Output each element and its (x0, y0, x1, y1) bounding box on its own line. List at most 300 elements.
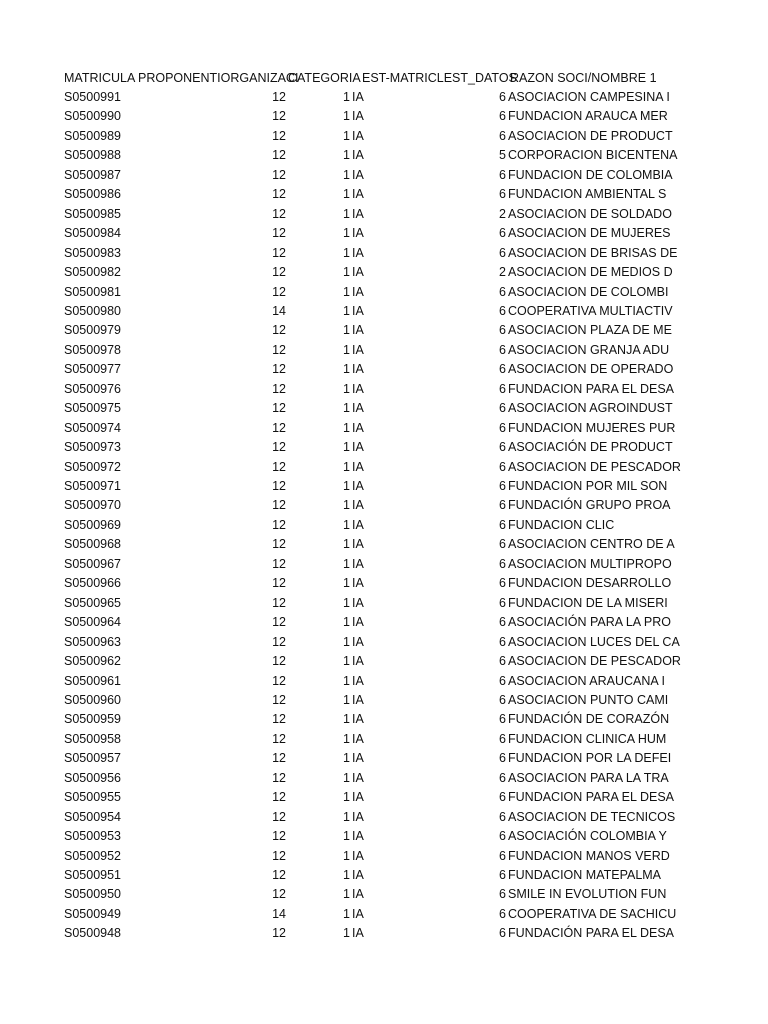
table-row (0, 847, 768, 866)
cell-organizacion: 1 (343, 401, 350, 416)
cell-organizacion: 1 (343, 517, 350, 532)
table-row (0, 574, 768, 593)
table-row (0, 380, 768, 399)
cell-organizacion: 1 (343, 770, 350, 785)
cell-organizacion: 1 (343, 284, 350, 299)
table-row (0, 924, 768, 943)
cell-razon-social: FUNDACION DE LA MISERI (508, 595, 668, 610)
cell-est-datos: 6 (499, 809, 506, 824)
cell-organizacion: 1 (343, 245, 350, 260)
cell-razon-social: ASOCIACION CENTRO DE A (508, 537, 675, 552)
table-row (0, 691, 768, 710)
cell-proponente: 12 (272, 265, 286, 280)
cell-razon-social: COOPERATIVA MULTIACTIV (508, 303, 673, 318)
table-row (0, 244, 768, 263)
cell-razon-social: SMILE IN EVOLUTION FUN (508, 887, 667, 902)
cell-razon-social: ASOCIACION PUNTO CAMI (508, 692, 669, 707)
cell-proponente: 12 (272, 148, 286, 163)
table-row (0, 166, 768, 185)
table-row (0, 399, 768, 418)
cell-est-datos: 6 (499, 692, 506, 707)
cell-razon-social: FUNDACION MATEPALMA (508, 868, 662, 882)
cell-proponente: 12 (272, 712, 286, 727)
cell-proponente: 12 (272, 848, 286, 863)
table-row (0, 594, 768, 613)
cell-est-datos: 6 (499, 440, 506, 455)
cell-proponente: 12 (272, 692, 286, 707)
cell-categoria: IA (352, 673, 364, 688)
cell-est-datos: 6 (499, 731, 506, 746)
cell-categoria: IA (352, 809, 364, 824)
cell-est-datos: 6 (499, 187, 506, 202)
header-est-datos: EST-MATRICLEST_DATOS (362, 70, 517, 85)
cell-matricula: S0500951 (64, 868, 122, 882)
cell-categoria: IA (352, 226, 364, 241)
cell-organizacion: 1 (343, 829, 350, 844)
cell-organizacion: 1 (343, 556, 350, 571)
cell-organizacion: 1 (343, 128, 350, 143)
cell-matricula: S0500949 (64, 906, 122, 921)
cell-organizacion: 1 (343, 595, 350, 610)
cell-organizacion: 1 (343, 148, 350, 163)
cell-categoria: IA (352, 362, 364, 377)
cell-matricula: S0500955 (64, 790, 122, 805)
cell-est-datos: 6 (499, 595, 506, 610)
cell-matricula: S0500962 (64, 654, 122, 669)
cell-est-datos: 6 (499, 128, 506, 143)
cell-organizacion: 1 (343, 926, 350, 941)
cell-est-datos: 6 (499, 284, 506, 299)
cell-proponente: 12 (272, 167, 286, 182)
cell-categoria: IA (352, 498, 364, 513)
cell-categoria: IA (352, 654, 364, 669)
cell-razon-social: ASOCIACION DE TECNICOS (508, 809, 676, 824)
header-categoria: CATEGORIA (288, 70, 361, 85)
table-row (0, 205, 768, 224)
cell-proponente: 12 (272, 440, 286, 455)
cell-razon-social: ASOCIACIÓN COLOMBIA Y (508, 829, 667, 844)
cell-categoria: IA (352, 868, 364, 882)
table-row (0, 769, 768, 788)
table-row (0, 885, 768, 904)
cell-matricula: S0500963 (64, 634, 122, 649)
cell-organizacion: 1 (343, 576, 350, 591)
cell-matricula: S0500991 (64, 90, 122, 104)
cell-organizacion: 1 (343, 673, 350, 688)
cell-organizacion: 1 (343, 868, 350, 882)
table-row (0, 652, 768, 671)
cell-organizacion: 1 (343, 809, 350, 824)
cell-est-datos: 6 (499, 906, 506, 921)
cell-razon-social: ASOCIACION DE PESCADOR (508, 654, 681, 669)
cell-categoria: IA (352, 148, 364, 163)
cell-est-datos: 6 (499, 887, 506, 902)
cell-matricula: S0500958 (64, 731, 122, 746)
cell-categoria: IA (352, 926, 364, 941)
cell-categoria: IA (352, 848, 364, 863)
cell-categoria: IA (352, 790, 364, 805)
table-row (0, 788, 768, 807)
cell-categoria: IA (352, 187, 364, 202)
cell-est-datos: 6 (499, 634, 506, 649)
table-row (0, 458, 768, 477)
cell-proponente: 12 (272, 245, 286, 260)
cell-matricula: S0500956 (64, 770, 122, 785)
cell-proponente: 12 (272, 887, 286, 902)
cell-organizacion: 1 (343, 790, 350, 805)
cell-est-datos: 6 (499, 829, 506, 844)
cell-organizacion: 1 (343, 479, 350, 493)
cell-matricula: S0500957 (64, 751, 122, 766)
cell-categoria: IA (352, 615, 364, 630)
cell-razon-social: FUNDACION CLIC (508, 517, 615, 532)
cell-categoria: IA (352, 206, 364, 221)
cell-organizacion: 1 (343, 906, 350, 921)
cell-proponente: 12 (272, 323, 286, 338)
cell-est-datos: 6 (499, 479, 506, 493)
cell-matricula: S0500990 (64, 109, 122, 124)
table-row (0, 710, 768, 729)
cell-proponente: 12 (272, 595, 286, 610)
table-row (0, 341, 768, 360)
cell-organizacion: 1 (343, 381, 350, 396)
cell-matricula: S0500988 (64, 148, 122, 163)
cell-categoria: IA (352, 731, 364, 746)
cell-matricula: S0500968 (64, 537, 122, 552)
cell-est-datos: 6 (499, 517, 506, 532)
cell-matricula: S0500961 (64, 673, 122, 688)
cell-proponente: 14 (272, 906, 286, 921)
table-row (0, 730, 768, 749)
cell-proponente: 12 (272, 459, 286, 474)
cell-categoria: IA (352, 459, 364, 474)
cell-matricula: S0500979 (64, 323, 122, 338)
cell-proponente: 12 (272, 615, 286, 630)
cell-categoria: IA (352, 420, 364, 435)
cell-est-datos: 2 (499, 206, 506, 221)
cell-razon-social: FUNDACIÓN GRUPO PROA (508, 498, 671, 513)
cell-proponente: 12 (272, 809, 286, 824)
cell-categoria: IA (352, 634, 364, 649)
cell-organizacion: 1 (343, 615, 350, 630)
cell-organizacion: 1 (343, 537, 350, 552)
cell-est-datos: 6 (499, 459, 506, 474)
cell-categoria: IA (352, 440, 364, 455)
cell-razon-social: FUNDACIÓN DE CORAZÓN (508, 712, 670, 727)
cell-razon-social: COOPERATIVA DE SACHICU (508, 906, 677, 921)
cell-categoria: IA (352, 906, 364, 921)
cell-organizacion: 1 (343, 167, 350, 182)
cell-categoria: IA (352, 401, 364, 416)
cell-proponente: 12 (272, 479, 286, 493)
cell-razon-social: ASOCIACION MULTIPROPO (508, 556, 672, 571)
cell-organizacion: 1 (343, 303, 350, 318)
cell-matricula: S0500953 (64, 829, 122, 844)
header-razon-social: RAZON SOCI/NOMBRE 1 (510, 70, 657, 85)
cell-razon-social: FUNDACION POR MIL SON (508, 479, 668, 493)
cell-razon-social: ASOCIACION DE MEDIOS D (508, 265, 673, 280)
cell-proponente: 12 (272, 770, 286, 785)
cell-razon-social: ASOCIACION DE SOLDADO (508, 206, 672, 221)
cell-organizacion: 1 (343, 634, 350, 649)
cell-categoria: IA (352, 692, 364, 707)
cell-proponente: 14 (272, 303, 286, 318)
cell-razon-social: ASOCIACION DE COLOMBI (508, 284, 669, 299)
cell-razon-social: FUNDACION DESARROLLO (508, 576, 672, 591)
cell-matricula: S0500966 (64, 576, 122, 591)
cell-est-datos: 6 (499, 926, 506, 941)
cell-organizacion: 1 (343, 459, 350, 474)
cell-organizacion: 1 (343, 498, 350, 513)
cell-proponente: 12 (272, 206, 286, 221)
cell-categoria: IA (352, 109, 364, 124)
cell-razon-social: FUNDACION MANOS VERD (508, 848, 670, 863)
cell-matricula: S0500974 (64, 420, 122, 435)
cell-razon-social: FUNDACION PARA EL DESA (508, 790, 675, 805)
cell-matricula: S0500954 (64, 809, 122, 824)
cell-categoria: IA (352, 479, 364, 493)
cell-categoria: IA (352, 90, 364, 104)
table-row (0, 438, 768, 457)
cell-matricula: S0500987 (64, 167, 122, 182)
cell-proponente: 12 (272, 790, 286, 805)
cell-est-datos: 6 (499, 868, 506, 882)
cell-proponente: 12 (272, 420, 286, 435)
table-row (0, 146, 768, 165)
cell-proponente: 12 (272, 654, 286, 669)
cell-est-datos: 6 (499, 303, 506, 318)
cell-est-datos: 6 (499, 342, 506, 357)
cell-organizacion: 1 (343, 342, 350, 357)
cell-matricula: S0500985 (64, 206, 122, 221)
cell-est-datos: 6 (499, 381, 506, 396)
cell-organizacion: 1 (343, 187, 350, 202)
cell-proponente: 12 (272, 342, 286, 357)
cell-categoria: IA (352, 556, 364, 571)
cell-categoria: IA (352, 167, 364, 182)
table-row (0, 749, 768, 768)
table-row (0, 263, 768, 282)
cell-proponente: 12 (272, 109, 286, 124)
cell-razon-social: ASOCIACION PLAZA DE ME (508, 323, 672, 338)
cell-proponente: 12 (272, 90, 286, 104)
cell-organizacion: 1 (343, 712, 350, 727)
cell-razon-social: ASOCIACION LUCES DEL CA (508, 634, 680, 649)
cell-matricula: S0500977 (64, 362, 122, 377)
table-row (0, 477, 768, 496)
cell-proponente: 12 (272, 226, 286, 241)
cell-organizacion: 1 (343, 440, 350, 455)
table-row (0, 613, 768, 632)
cell-razon-social: ASOCIACION DE PESCADOR (508, 459, 681, 474)
cell-matricula: S0500971 (64, 479, 122, 493)
cell-proponente: 12 (272, 576, 286, 591)
cell-matricula: S0500983 (64, 245, 122, 260)
cell-proponente: 12 (272, 498, 286, 513)
cell-razon-social: CORPORACION BICENTENA (508, 148, 678, 163)
cell-est-datos: 6 (499, 226, 506, 241)
cell-est-datos: 6 (499, 323, 506, 338)
cell-razon-social: ASOCIACION GRANJA ADU (508, 342, 670, 357)
table-row (0, 905, 768, 924)
cell-organizacion: 1 (343, 265, 350, 280)
cell-matricula: S0500959 (64, 712, 122, 727)
cell-proponente: 12 (272, 556, 286, 571)
cell-matricula: S0500975 (64, 401, 122, 416)
cell-est-datos: 6 (499, 654, 506, 669)
cell-razon-social: ASOCIACION DE PRODUCT (508, 128, 673, 143)
table-row (0, 808, 768, 827)
cell-organizacion: 1 (343, 226, 350, 241)
cell-matricula: S0500986 (64, 187, 122, 202)
cell-razon-social: ASOCIACION DE MUJERES (508, 226, 671, 241)
table-row (0, 185, 768, 204)
cell-proponente: 12 (272, 284, 286, 299)
cell-categoria: IA (352, 128, 364, 143)
cell-organizacion: 1 (343, 109, 350, 124)
cell-organizacion: 1 (343, 420, 350, 435)
cell-matricula: S0500972 (64, 459, 122, 474)
cell-matricula: S0500970 (64, 498, 122, 513)
cell-proponente: 12 (272, 381, 286, 396)
table-row (0, 224, 768, 243)
cell-matricula: S0500981 (64, 284, 122, 299)
cell-organizacion: 1 (343, 362, 350, 377)
cell-organizacion: 1 (343, 654, 350, 669)
cell-razon-social: ASOCIACION CAMPESINA I (508, 90, 670, 104)
cell-est-datos: 6 (499, 498, 506, 513)
cell-proponente: 12 (272, 187, 286, 202)
cell-categoria: IA (352, 517, 364, 532)
cell-categoria: IA (352, 284, 364, 299)
cell-matricula: S0500989 (64, 128, 122, 143)
cell-proponente: 12 (272, 731, 286, 746)
cell-categoria: IA (352, 537, 364, 552)
cell-est-datos: 6 (499, 109, 506, 124)
cell-categoria: IA (352, 770, 364, 785)
cell-razon-social: ASOCIACION ARAUCANA I (508, 673, 665, 688)
cell-categoria: IA (352, 265, 364, 280)
cell-est-datos: 6 (499, 90, 506, 104)
cell-proponente: 12 (272, 517, 286, 532)
cell-proponente: 12 (272, 362, 286, 377)
cell-organizacion: 1 (343, 731, 350, 746)
cell-categoria: IA (352, 829, 364, 844)
cell-categoria: IA (352, 303, 364, 318)
cell-razon-social: FUNDACION DE COLOMBIA (508, 167, 673, 182)
cell-razon-social: ASOCIACIÓN PARA LA PRO (508, 615, 672, 630)
cell-razon-social: ASOCIACION DE OPERADO (508, 362, 674, 377)
cell-razon-social: FUNDACION AMBIENTAL S (508, 187, 667, 202)
cell-est-datos: 6 (499, 167, 506, 182)
cell-proponente: 12 (272, 401, 286, 416)
cell-matricula: S0500969 (64, 517, 122, 532)
cell-razon-social: FUNDACION POR LA DEFEI (508, 751, 672, 766)
cell-est-datos: 6 (499, 673, 506, 688)
cell-organizacion: 1 (343, 751, 350, 766)
cell-organizacion: 1 (343, 692, 350, 707)
cell-proponente: 12 (272, 128, 286, 143)
cell-est-datos: 6 (499, 576, 506, 591)
table-row (0, 360, 768, 379)
cell-razon-social: FUNDACIÓN PARA EL DESA (508, 926, 675, 941)
table-row (0, 419, 768, 438)
table-row (0, 88, 768, 107)
cell-est-datos: 6 (499, 770, 506, 785)
cell-matricula: S0500978 (64, 342, 122, 357)
cell-est-datos: 6 (499, 245, 506, 260)
cell-matricula: S0500952 (64, 848, 122, 863)
table-row (0, 321, 768, 340)
cell-razon-social: ASOCIACIÓN DE PRODUCT (508, 440, 673, 455)
table-row (0, 633, 768, 652)
cell-proponente: 12 (272, 634, 286, 649)
cell-categoria: IA (352, 245, 364, 260)
cell-proponente: 12 (272, 926, 286, 941)
header-row (0, 69, 768, 88)
cell-categoria: IA (352, 323, 364, 338)
header-matricula: MATRICULA (64, 70, 136, 85)
cell-matricula: S0500965 (64, 595, 122, 610)
table-row (0, 555, 768, 574)
cell-razon-social: FUNDACION PARA EL DESA (508, 381, 675, 396)
cell-organizacion: 1 (343, 323, 350, 338)
cell-est-datos: 6 (499, 420, 506, 435)
cell-proponente: 12 (272, 673, 286, 688)
cell-organizacion: 1 (343, 887, 350, 902)
cell-matricula: S0500960 (64, 692, 122, 707)
cell-razon-social: FUNDACION ARAUCA MER (508, 109, 668, 124)
table-row (0, 496, 768, 515)
cell-matricula: S0500950 (64, 887, 122, 902)
table-row (0, 672, 768, 691)
cell-razon-social: FUNDACION CLINICA HUM (508, 731, 667, 746)
header-proponente-organizacion: PROPONENTIORGANIZACI (138, 70, 299, 85)
table-row (0, 127, 768, 146)
cell-matricula: S0500964 (64, 615, 122, 630)
cell-matricula: S0500982 (64, 265, 122, 280)
cell-proponente: 12 (272, 868, 286, 882)
cell-est-datos: 6 (499, 537, 506, 552)
cell-razon-social: FUNDACION MUJERES PUR (508, 420, 676, 435)
cell-categoria: IA (352, 887, 364, 902)
cell-est-datos: 6 (499, 362, 506, 377)
table-row (0, 516, 768, 535)
cell-categoria: IA (352, 381, 364, 396)
cell-razon-social: ASOCIACION PARA LA TRA (508, 770, 669, 785)
cell-categoria: IA (352, 576, 364, 591)
table-row (0, 107, 768, 126)
cell-organizacion: 1 (343, 206, 350, 221)
cell-proponente: 12 (272, 751, 286, 766)
table-row (0, 283, 768, 302)
cell-matricula: S0500973 (64, 440, 122, 455)
cell-matricula: S0500976 (64, 381, 122, 396)
cell-est-datos: 2 (499, 265, 506, 280)
cell-proponente: 12 (272, 537, 286, 552)
cell-est-datos: 6 (499, 848, 506, 863)
table-row (0, 827, 768, 846)
cell-est-datos: 5 (499, 148, 506, 163)
cell-categoria: IA (352, 342, 364, 357)
cell-est-datos: 6 (499, 790, 506, 805)
cell-est-datos: 6 (499, 751, 506, 766)
cell-matricula: S0500984 (64, 226, 122, 241)
cell-est-datos: 6 (499, 556, 506, 571)
cell-organizacion: 1 (343, 848, 350, 863)
cell-matricula: S0500948 (64, 926, 122, 941)
table-row (0, 302, 768, 321)
